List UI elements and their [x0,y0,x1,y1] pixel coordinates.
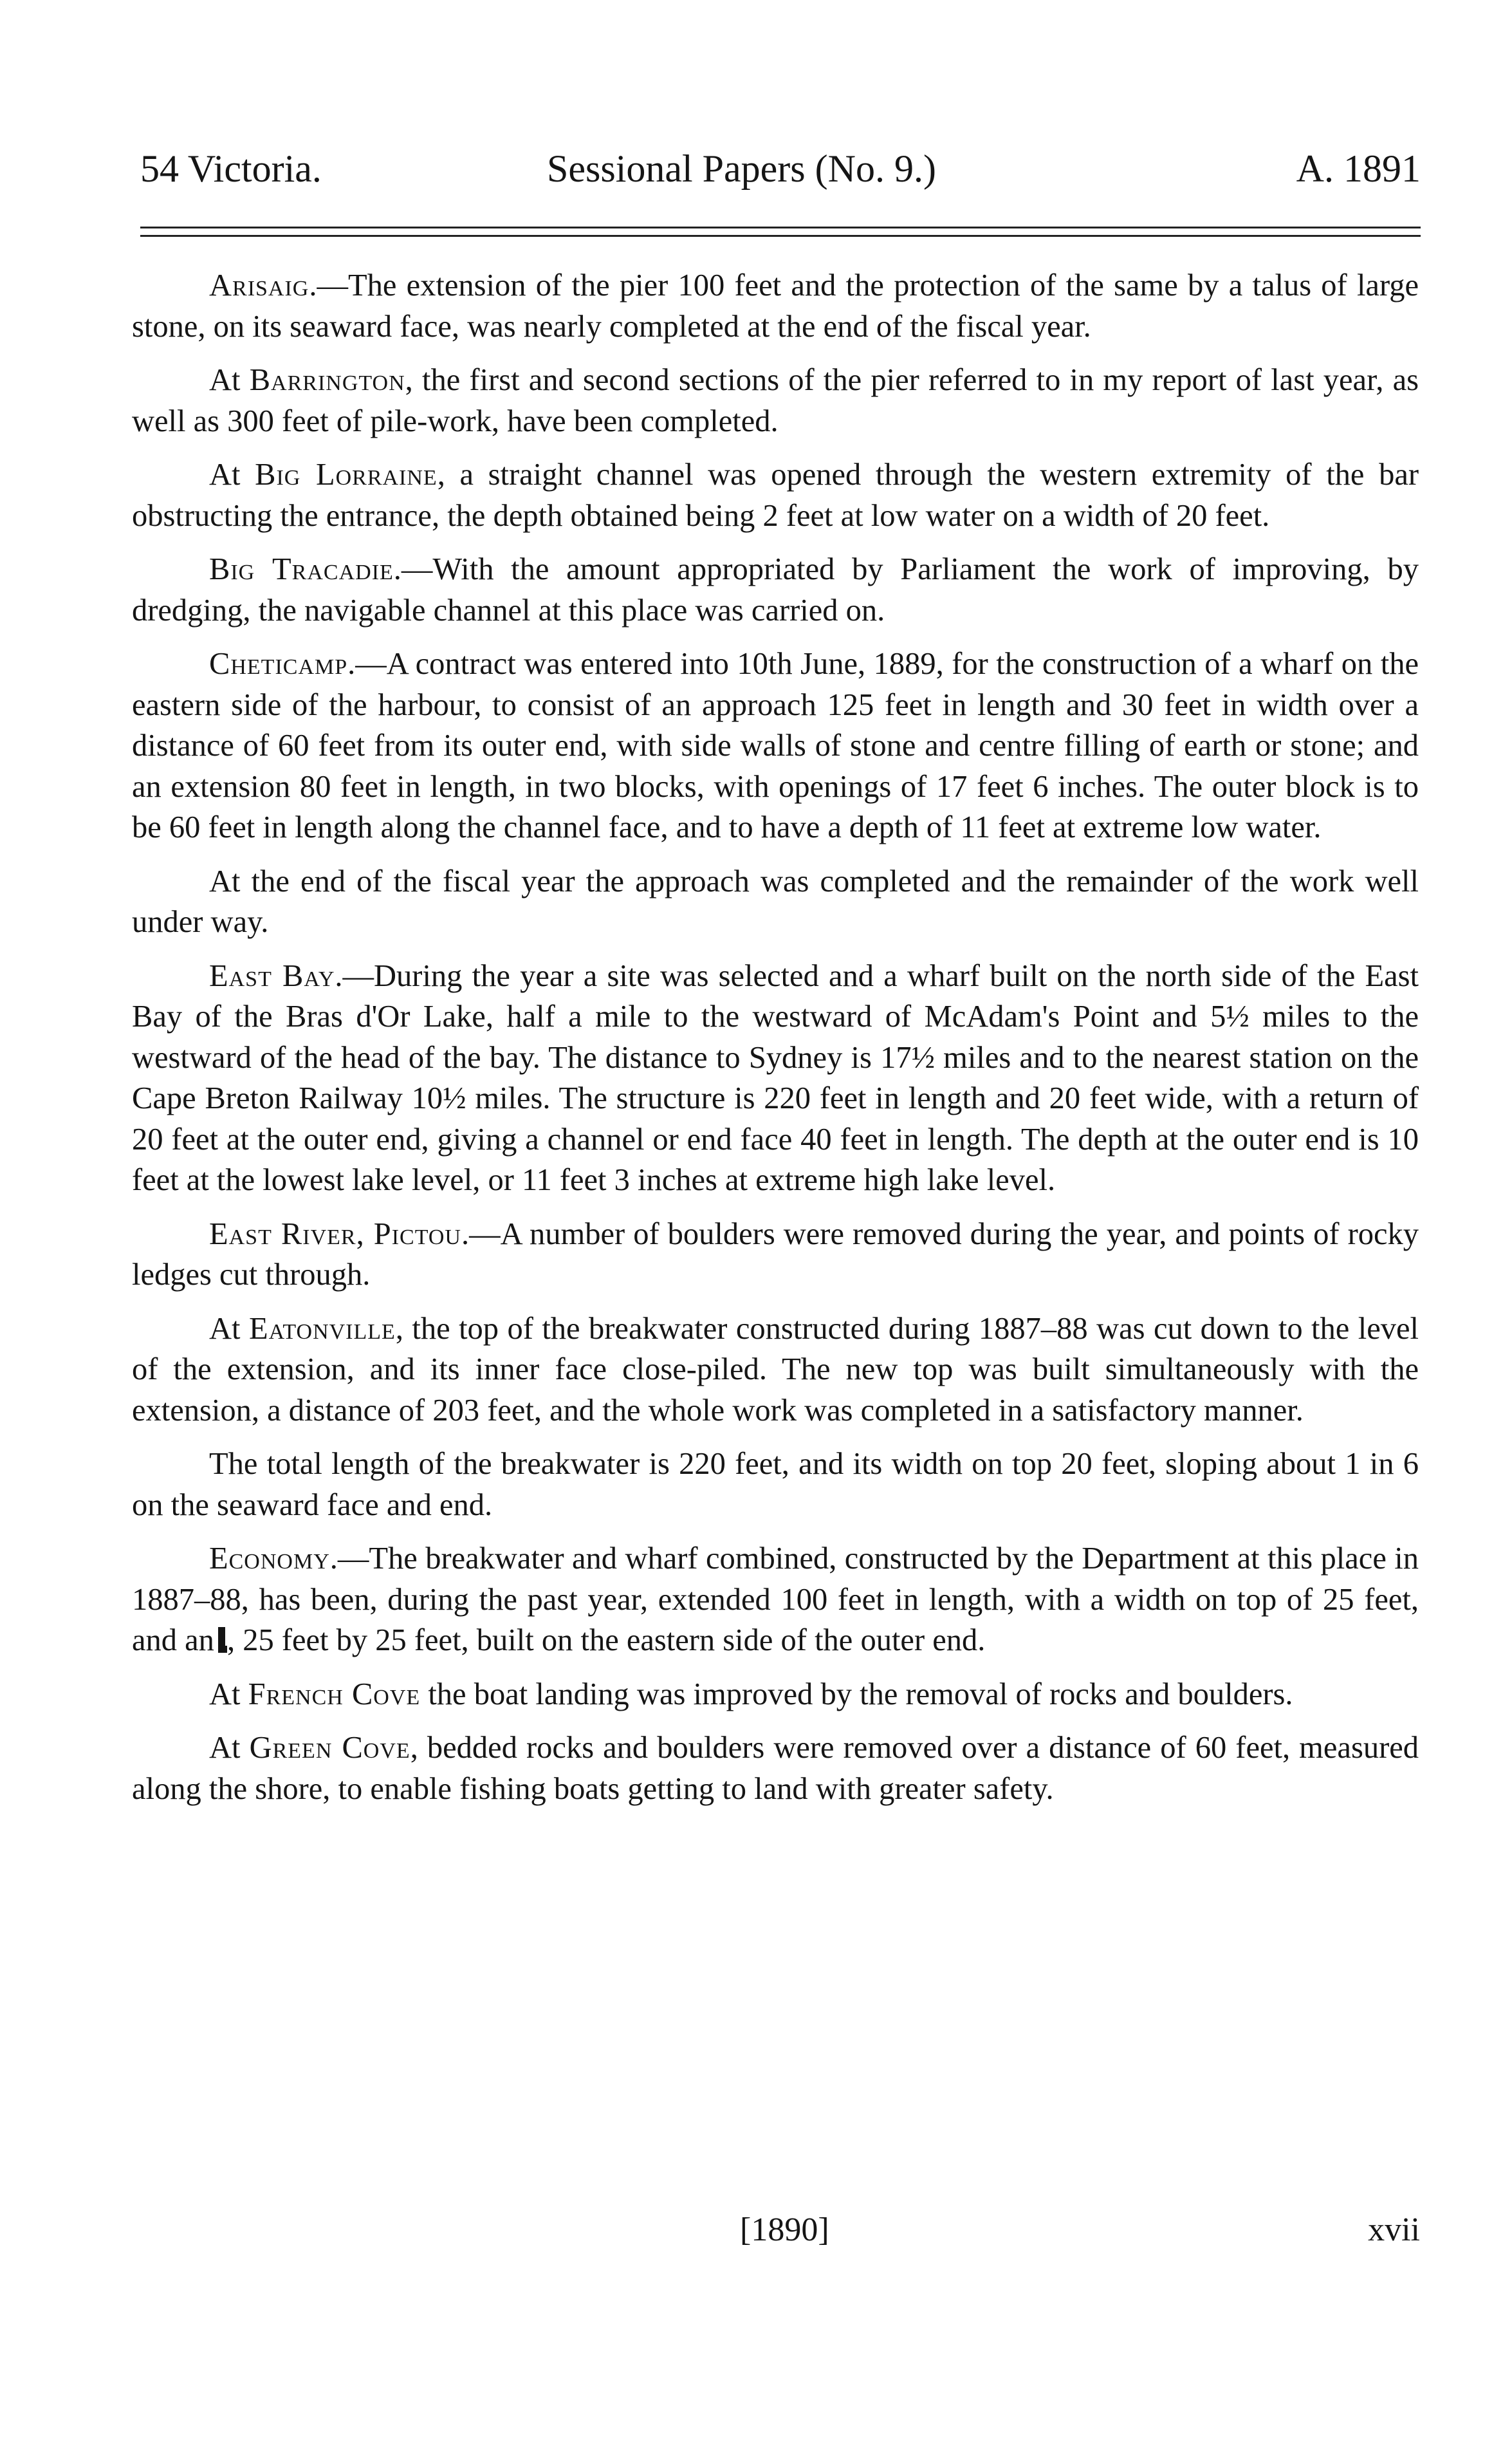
header-rule-bottom [140,235,1421,237]
paragraph-cheticamp-approach: At the end of the fiscal year the approach was completed and the remainder of the work well under way. [132,864,1419,939]
paragraph-east-bay: East Bay.—During the year a site was selected and a wharf built on the north side of the East Bay of the Bras d'Or Lake, half a mile to the westward of McAdam's Point and 5½ miles to the westward of the head of the bay. The distance to Sydney is 17½ miles and to the nearest station on the Cape Breton Railway 10½ miles. The structure is 220 feet in length and 20 feet wide, with a return of 20 feet at the outer end, giving a channel or end face 40 feet in length. The depth at the outer end is 10 feet at the lowest lake level, or 11 feet 3 inches at extreme high lake level. [132,958,1419,1197]
place-name: East Bay [209,958,335,993]
place-name: Barrington [249,363,405,397]
page-number: xvii [1368,2211,1420,2248]
place-name: Economy [209,1541,330,1576]
body-text [132,265,1419,1822]
place-name: French Cove [248,1677,421,1711]
paragraph-arisaig: Arisaig.—The extension of the pier 100 feet and the protection of the same by a talus of large stone, on its seaward face, was nearly completed at the end of the fiscal year. [132,268,1419,344]
header-year: A. 1891 [1296,147,1421,190]
paragraph-cheticamp: Cheticamp.—A contract was entered into 10th June, 1889, for the construction of a wharf on the eastern side of the harbour, to consist of an approach 125 feet in length and 30 feet in width over a distance of 60 feet from its outer end, with side walls of stone and centre filling of earth or stone; and an extension 80 feet in length, in two blocks, with openings of 17 feet 6 inches. The outer block is to be 60 feet in length along the channel face, and to have a depth of 11 feet at extreme low water. [132,647,1419,844]
place-name: Green Cove [249,1731,410,1765]
paragraph-eatonville: At Eatonville, the top of the breakwater constructed during 1887–88 was cut down to the level of the extension, and its inner face close-piled. The new top was built simultaneously with the extension, a distance of 203 feet, and the whole work was completed in a satisfactory manner. [132,1311,1419,1428]
place-name: Cheticamp [209,647,348,681]
l-shape-symbol [218,1627,227,1653]
header-session: 54 Victoria. [140,147,322,190]
footer-year: [1890] [740,2211,829,2248]
paragraph-french-cove: At French Cove the boat landing was improved by the removal of rocks and boulders. [209,1677,1293,1711]
place-name: East River, Pictou [209,1216,461,1251]
paragraph-eatonville-length: The total length of the breakwater is 220 feet, and its width on top 20 feet, sloping about 1 in 6 on the seaward face and end. [132,1447,1419,1522]
paragraph-economy: Economy.—The breakwater and wharf combined, constructed by the Department at this place in 1887–88, has been, during the past year, extended 100 feet in length, with a width on top of 25 feet, and an , 25 feet by 25 feet, built on the eastern side of the outer end. [132,1541,1419,1657]
place-name: Arisaig [209,268,309,302]
paragraph-big-lorraine: At Big Lorraine, a straight channel was opened through the western extremity of the bar obstructing the entrance, the depth obtained being 2 feet at low water on a width of 20 feet. [132,458,1419,533]
header-title: Sessional Papers (No. 9.) [547,147,936,190]
place-name: Eatonville [248,1311,396,1346]
paragraph-big-tracadie: Big Tracadie.—With the amount appropriated by Parliament the work of improving, by dredging, the navigable channel at this place was carried on. [132,552,1419,628]
place-name: Big Lorraine [255,458,438,492]
place-name: Big Tracadie [209,552,394,586]
paragraph-east-river-pictou: East River, Pictou.—A number of boulders were removed during the year, and points of rocky ledges cut through. [132,1216,1419,1292]
paragraph-barrington: At Barrington, the first and second sections of the pier referred to in my report of last year, as well as 300 feet of pile-work, have been completed. [132,363,1419,438]
paragraph-green-cove: At Green Cove, bedded rocks and boulders were removed over a distance of 60 feet, measured along the shore, to enable fishing boats getting to land with greater safety. [132,1731,1419,1806]
header-rule-top [140,227,1421,228]
